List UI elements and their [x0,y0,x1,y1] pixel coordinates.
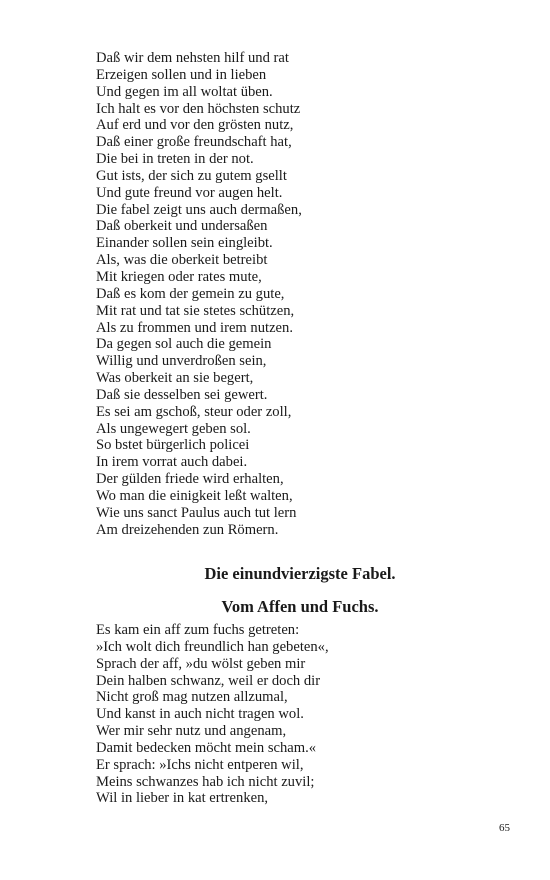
verse-line: Es kam ein aff zum fuchs getreten: [96,622,300,638]
fable-title-heading: Vom Affen und Fuchs. [221,597,379,616]
verse-line: Wer mir sehr nutz und angenam, [96,723,287,740]
verse-line: Damit bedecken möcht mein scham.« [96,739,317,756]
fable-number-heading: Die einundvierzigste Fabel. [204,564,396,583]
verse-line: Willig und unverdroßen sein, [96,353,267,370]
verse-line: Was oberkeit an sie begert, [96,370,254,387]
fable-verse [96,622,496,807]
page-number: 65 [499,822,510,834]
verse-line: Es sei am gschoß, steur oder zoll, [96,403,292,420]
verse-line: Einander sollen sein eingleibt. [96,235,273,252]
verse-line: Nicht groß mag nutzen allzumal, [96,689,288,706]
verse-line: Da gegen sol auch die gemein [96,336,272,353]
verse-line: Daß wir dem nehsten hilf und rat [96,50,289,66]
verse-line: Die bei in treten in der not. [96,151,254,168]
verse-line: Mit kriegen oder rates mute, [96,268,262,285]
verse-line: Ich halt es vor den höchsten schutz [96,100,301,117]
verse-line: Auf erd und vor den grösten nutz, [96,117,294,134]
poem-continuation [96,50,496,538]
verse-line: So bstet bürgerlich policei [96,437,250,454]
verse-line: Gut ists, der sich zu gutem gsellt [96,167,287,184]
verse-line: Als zu frommen und irem nutzen. [96,319,293,336]
verse-line: Und kanst in auch nicht tragen wol. [96,706,304,723]
verse-line: Am dreizehenden zun Römern. [96,521,279,538]
verse-line: Mit rat und tat sie stetes schützen, [96,302,295,319]
verse-line: Er sprach: »Ichs nicht entperen wil, [96,756,304,773]
verse-line: Erzeigen sollen und in lieben [96,66,267,83]
verse-line: Daß sie desselben sei gewert. [96,386,268,403]
verse-line: Als ungewegert geben sol. [96,420,251,437]
verse-line: Daß es kom der gemein zu gute, [96,285,285,302]
verse-line: Dein halben schwanz, weil er doch dir [96,672,321,689]
verse-line: Wie uns sanct Paulus auch tut lern [96,504,297,521]
verse-line: Und gute freund vor augen helt. [96,184,283,201]
verse-line: Meins schwanzes hab ich nicht zuvil; [96,773,315,790]
verse-line: Sprach der aff, »du wölst geben mir [96,655,306,672]
verse-line: »Ich wolt dich freundlich han gebeten«, [96,638,329,655]
verse-line: Wil in lieber in kat ertrenken, [96,790,269,807]
verse-line: In irem vorrat auch dabei. [96,454,248,471]
verse-line: Die fabel zeigt uns auch dermaßen, [96,201,302,218]
verse-line: Und gegen im all woltat üben. [96,83,273,100]
verse-line: Wo man die einigkeit leßt walten, [96,487,293,504]
verse-line: Der gülden friede wird erhalten, [96,471,284,488]
verse-line: Als, was die oberkeit betreibt [96,252,268,269]
verse-line: Daß oberkeit und undersaßen [96,218,268,235]
verse-line: Daß einer große freundschaft hat, [96,134,292,151]
